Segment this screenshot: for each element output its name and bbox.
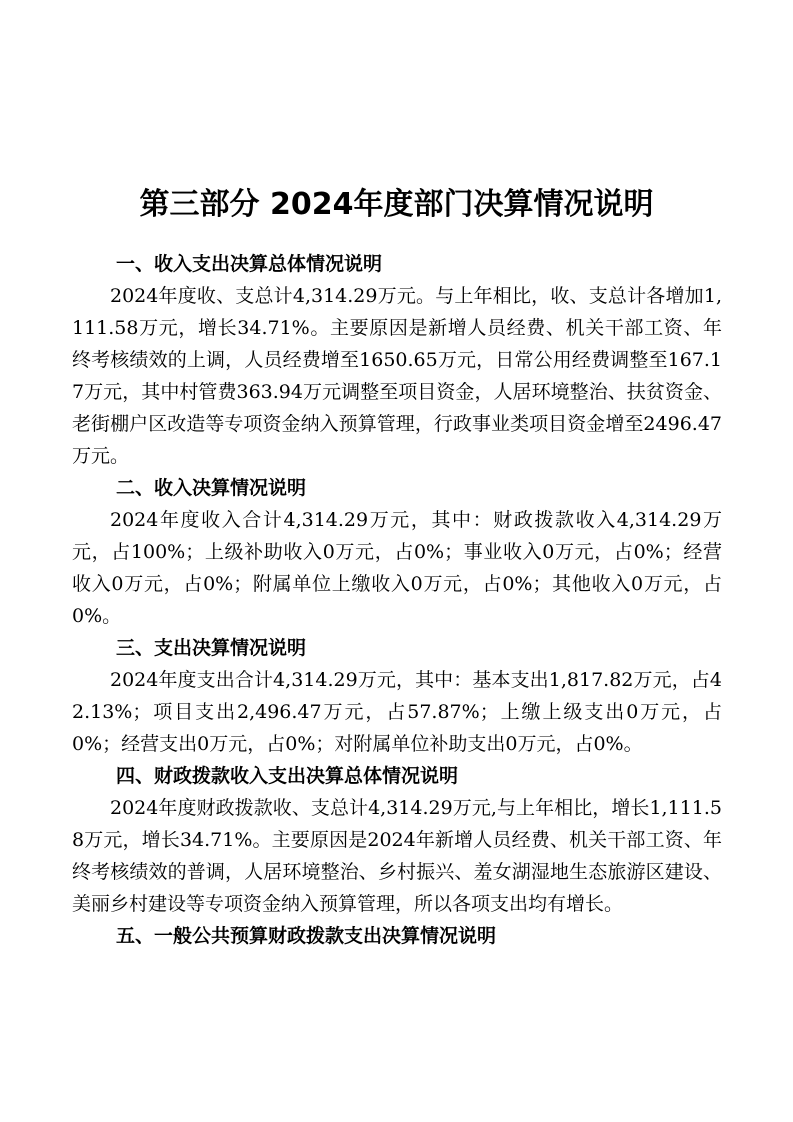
section-paragraph-4: 2024年度财政拨款收、支总计4,314.29万元,与上年相比，增长1,111.58万元，增长34.71%。主要原因是2024年新增人员经费、机关干部工资、年终考核绩效的普调，人居环境整治、乡村振兴、羞女湖湿地生态旅游区建设、美丽乡村建设等专项资金纳入预算管理，所以各项支出均有增长。 (72, 797, 722, 915)
page-title: 第三部分 2024年度部门决算情况说明 (139, 187, 654, 222)
section-heading-1: 一、收入支出决算总体情况说明 (116, 253, 383, 275)
section-paragraph-3: 2024年度支出合计4,314.29万元，其中：基本支出1,817.82万元，占42.13%；项目支出2,496.47万元，占57.87%；上缴上级支出0万元，占0%；经营支出0万元，占0%；对附属单位补助支出0万元，占0%。 (72, 669, 722, 755)
section-paragraph-2: 2024年度收入合计4,314.29万元，其中：财政拨款收入4,314.29万元，占100%；上级补助收入0万元，占0%；事业收入0万元，占0%；经营收入0万元，占0%；附属单位上缴收入0万元，占0%；其他收入0万元，占0%。 (72, 509, 722, 627)
document-body (72, 248, 722, 952)
section-heading-3: 三、支出决算情况说明 (116, 637, 307, 659)
section-heading-2: 二、收入决算情况说明 (116, 477, 307, 499)
section-paragraph-1: 2024年度收、支总计4,314.29万元。与上年相比，收、支总计各增加1,111.58万元，增长34.71%。主要原因是新增人员经费、机关干部工资、年终考核绩效的上调，人员经费增至1650.65万元，日常公用经费调整至167.17万元，其中村管费363.94万元调整至项目资金，人居环境整治、扶贫资金、老街棚户区改造等专项资金纳入预算管理，行政事业类项目资金增至2496.47万元。 (72, 285, 722, 467)
section-heading-5: 五、一般公共预算财政拨款支出决算情况说明 (116, 925, 497, 947)
section-heading-4: 四、财政拨款收入支出决算总体情况说明 (116, 765, 459, 787)
